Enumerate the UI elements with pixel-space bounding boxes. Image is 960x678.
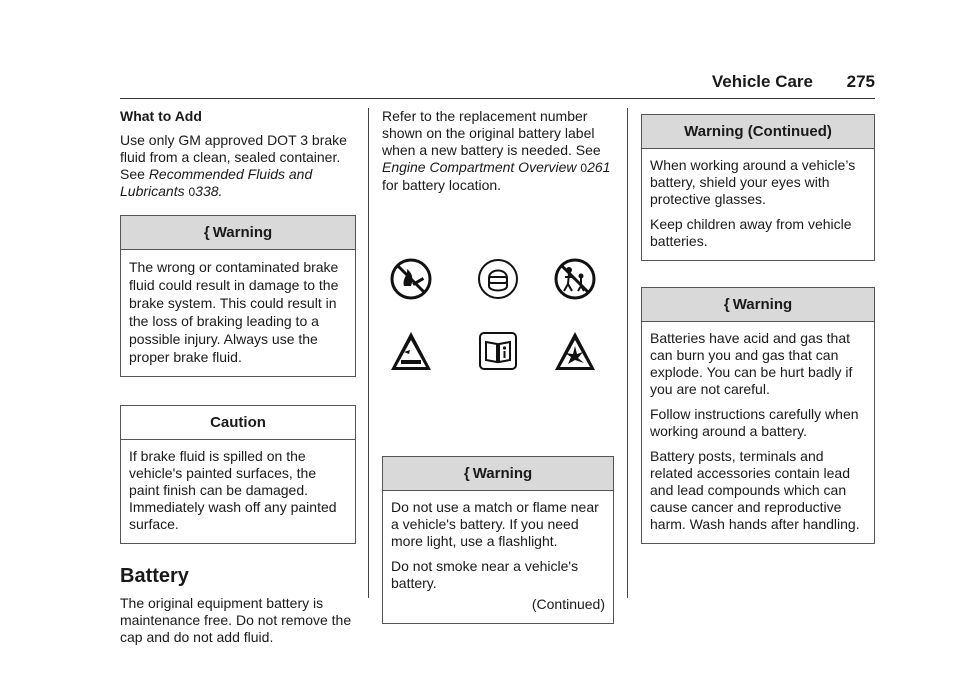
continued-warning-box	[641, 114, 875, 261]
warning-icon: {	[463, 465, 470, 482]
battery-text: The original equipment battery is maintenance free. Do not remove the cap and do not add fluid.	[120, 595, 352, 645]
column-divider-2	[627, 108, 628, 598]
page-ref-arrow-icon: 0	[188, 185, 196, 199]
warning-header	[121, 216, 355, 250]
warning-icon: {	[203, 224, 210, 241]
warning-text-2: Do not smoke near a vehicle's battery.	[391, 558, 579, 591]
warning-text-3: Battery posts, terminals and related accessories contain lead and lead compounds which can cause cancer and reproductive harm. Wash hands after handling.	[650, 448, 860, 532]
warning-header	[383, 457, 613, 491]
continued-note: (Continued)	[531, 596, 605, 612]
column-2	[382, 108, 614, 634]
warning-header	[642, 288, 874, 322]
brake-fluid-paragraph	[120, 132, 356, 201]
battery-warning-box	[641, 287, 875, 544]
warning-body	[642, 149, 874, 260]
keep-children-away-icon	[554, 258, 596, 300]
replacement-text: Refer to the replacement number shown on the original battery label when a new battery is needed. See	[382, 108, 601, 158]
warning-text-2: Keep children away from vehicle batteries.	[650, 216, 852, 249]
warning-text-1: When working around a vehicle’s battery, shield your eyes with protective glasses.	[650, 157, 856, 207]
battery-heading: Battery	[120, 565, 189, 587]
eye-protection-icon	[477, 258, 519, 300]
warning-continued-header: Warning (Continued)	[642, 115, 874, 149]
page-number: 275	[846, 72, 875, 91]
brake-fluid-text: Use only GM approved DOT 3 brake fluid from a clean, sealed container. See	[120, 132, 347, 182]
warning-icon: {	[723, 296, 730, 313]
warning-title: Warning	[472, 465, 533, 482]
battery-symbols	[382, 254, 614, 454]
page-ref-number[interactable]: 261	[587, 159, 611, 175]
engine-compartment-link[interactable]: Engine Compartment Overview	[382, 159, 577, 175]
explosive-gas-icon	[554, 330, 596, 372]
caution-text: If brake fluid is spilled on the vehicle's painted surfaces, the paint finish can be damaged. Immediately wash off any painted surface.	[129, 448, 337, 532]
warning-text-2: Follow instructions carefully when working around a battery.	[650, 406, 859, 439]
brake-fluid-suffix: .	[218, 183, 223, 199]
fluids-lubricants-link[interactable]: Recommended Fluids and Lubricants	[120, 166, 313, 199]
column-1	[120, 108, 356, 653]
no-flame-smoking-icon	[390, 258, 432, 300]
section-title: Vehicle Care	[711, 72, 813, 91]
corrosive-acid-icon	[390, 330, 432, 372]
page-ref-number[interactable]: 338	[195, 183, 219, 199]
column-3	[641, 114, 875, 554]
caution-header: Caution	[121, 406, 355, 440]
warning-title: Warning	[212, 224, 273, 241]
page-header	[120, 68, 875, 99]
warning-body	[642, 322, 874, 543]
what-to-add-heading: What to Add	[120, 108, 202, 124]
read-manual-icon	[477, 330, 519, 372]
page-ref-arrow-icon: 0	[580, 161, 588, 175]
warning-text-1: Batteries have acid and gas that can burn you and gas that can explode. You can be hurt badly if you are not careful.	[650, 330, 853, 397]
warning-title: Warning	[732, 296, 793, 313]
flame-warning-box	[382, 456, 614, 624]
warning-text: The wrong or contaminated brake fluid could result in damage to the brake system. This could result in the loss of braking leading to a possible injury. Always use the proper brake fluid.	[129, 259, 339, 365]
replacement-suffix: for battery location.	[382, 177, 502, 193]
brake-fluid-warning-box	[120, 215, 356, 377]
caution-box	[120, 405, 356, 544]
warning-body	[383, 491, 613, 623]
warning-text-1: Do not use a match or flame near a vehicle's battery. If you need more light, use a flashlight.	[391, 499, 599, 549]
caution-body	[121, 440, 355, 543]
column-divider-1	[368, 108, 369, 598]
replacement-paragraph	[382, 108, 614, 194]
warning-body	[121, 250, 355, 376]
